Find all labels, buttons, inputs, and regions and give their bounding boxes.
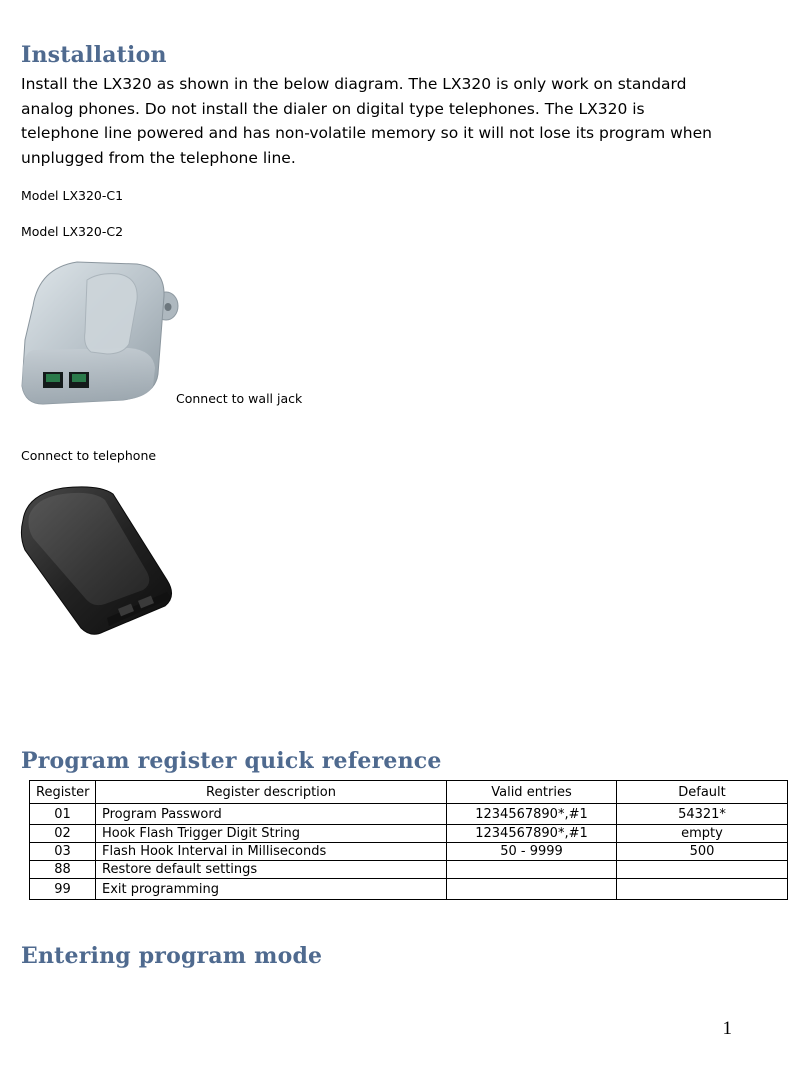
table-row bbox=[30, 879, 788, 900]
installation-heading: Installation bbox=[21, 42, 167, 68]
default-cell bbox=[617, 861, 788, 879]
description-cell: Program Password bbox=[96, 804, 447, 825]
black-dialer-unit-image bbox=[19, 480, 181, 640]
default-cell: empty bbox=[617, 825, 788, 843]
register-cell: 03 bbox=[30, 843, 96, 861]
installation-paragraph: Install the LX320 as shown in the below diagram. The LX320 is only work on standard analog phones. Do not install the dialer on digital type telephones. The LX320 is telephone line powered and has non-volatile memory so it will not lose its program when unplugged from the telephone line. bbox=[21, 75, 712, 167]
table-row bbox=[30, 825, 788, 843]
description-cell: Exit programming bbox=[96, 879, 447, 900]
description-cell: Flash Hook Interval in Milliseconds bbox=[96, 843, 447, 861]
register-cell: 99 bbox=[30, 879, 96, 900]
register-reference-table bbox=[29, 780, 788, 900]
description-cell: Restore default settings bbox=[96, 861, 447, 879]
valid-entries-cell: 1234567890*,#1 bbox=[447, 825, 617, 843]
wall-jack-caption: Connect to wall jack bbox=[176, 391, 303, 406]
valid-entries-cell: 1234567890*,#1 bbox=[447, 804, 617, 825]
default-cell bbox=[617, 879, 788, 900]
table-row bbox=[30, 861, 788, 879]
grey-dialer-unit-image bbox=[19, 256, 181, 408]
default-cell: 500 bbox=[617, 843, 788, 861]
register-cell: 88 bbox=[30, 861, 96, 879]
table-row bbox=[30, 843, 788, 861]
valid-entries-cell bbox=[447, 861, 617, 879]
description-cell: Hook Flash Trigger Digit String bbox=[96, 825, 447, 843]
register-cell: 02 bbox=[30, 825, 96, 843]
table-row bbox=[30, 804, 788, 825]
telephone-caption: Connect to telephone bbox=[21, 448, 157, 463]
header-description: Register description bbox=[96, 781, 447, 804]
model-c1-label: Model LX320-C1 bbox=[21, 188, 124, 203]
valid-entries-cell: 50 - 9999 bbox=[447, 843, 617, 861]
table-header-row bbox=[30, 781, 788, 804]
valid-entries-cell bbox=[447, 879, 617, 900]
register-cell: 01 bbox=[30, 804, 96, 825]
header-default: Default bbox=[617, 781, 788, 804]
header-valid-entries: Valid entries bbox=[447, 781, 617, 804]
header-register: Register bbox=[30, 781, 96, 804]
model-c2-label: Model LX320-C2 bbox=[21, 224, 124, 239]
page-number: 1 bbox=[722, 1018, 732, 1039]
default-cell: 54321* bbox=[617, 804, 788, 825]
program-mode-heading: Entering program mode bbox=[21, 943, 323, 969]
register-reference-heading: Program register quick reference bbox=[21, 748, 442, 774]
